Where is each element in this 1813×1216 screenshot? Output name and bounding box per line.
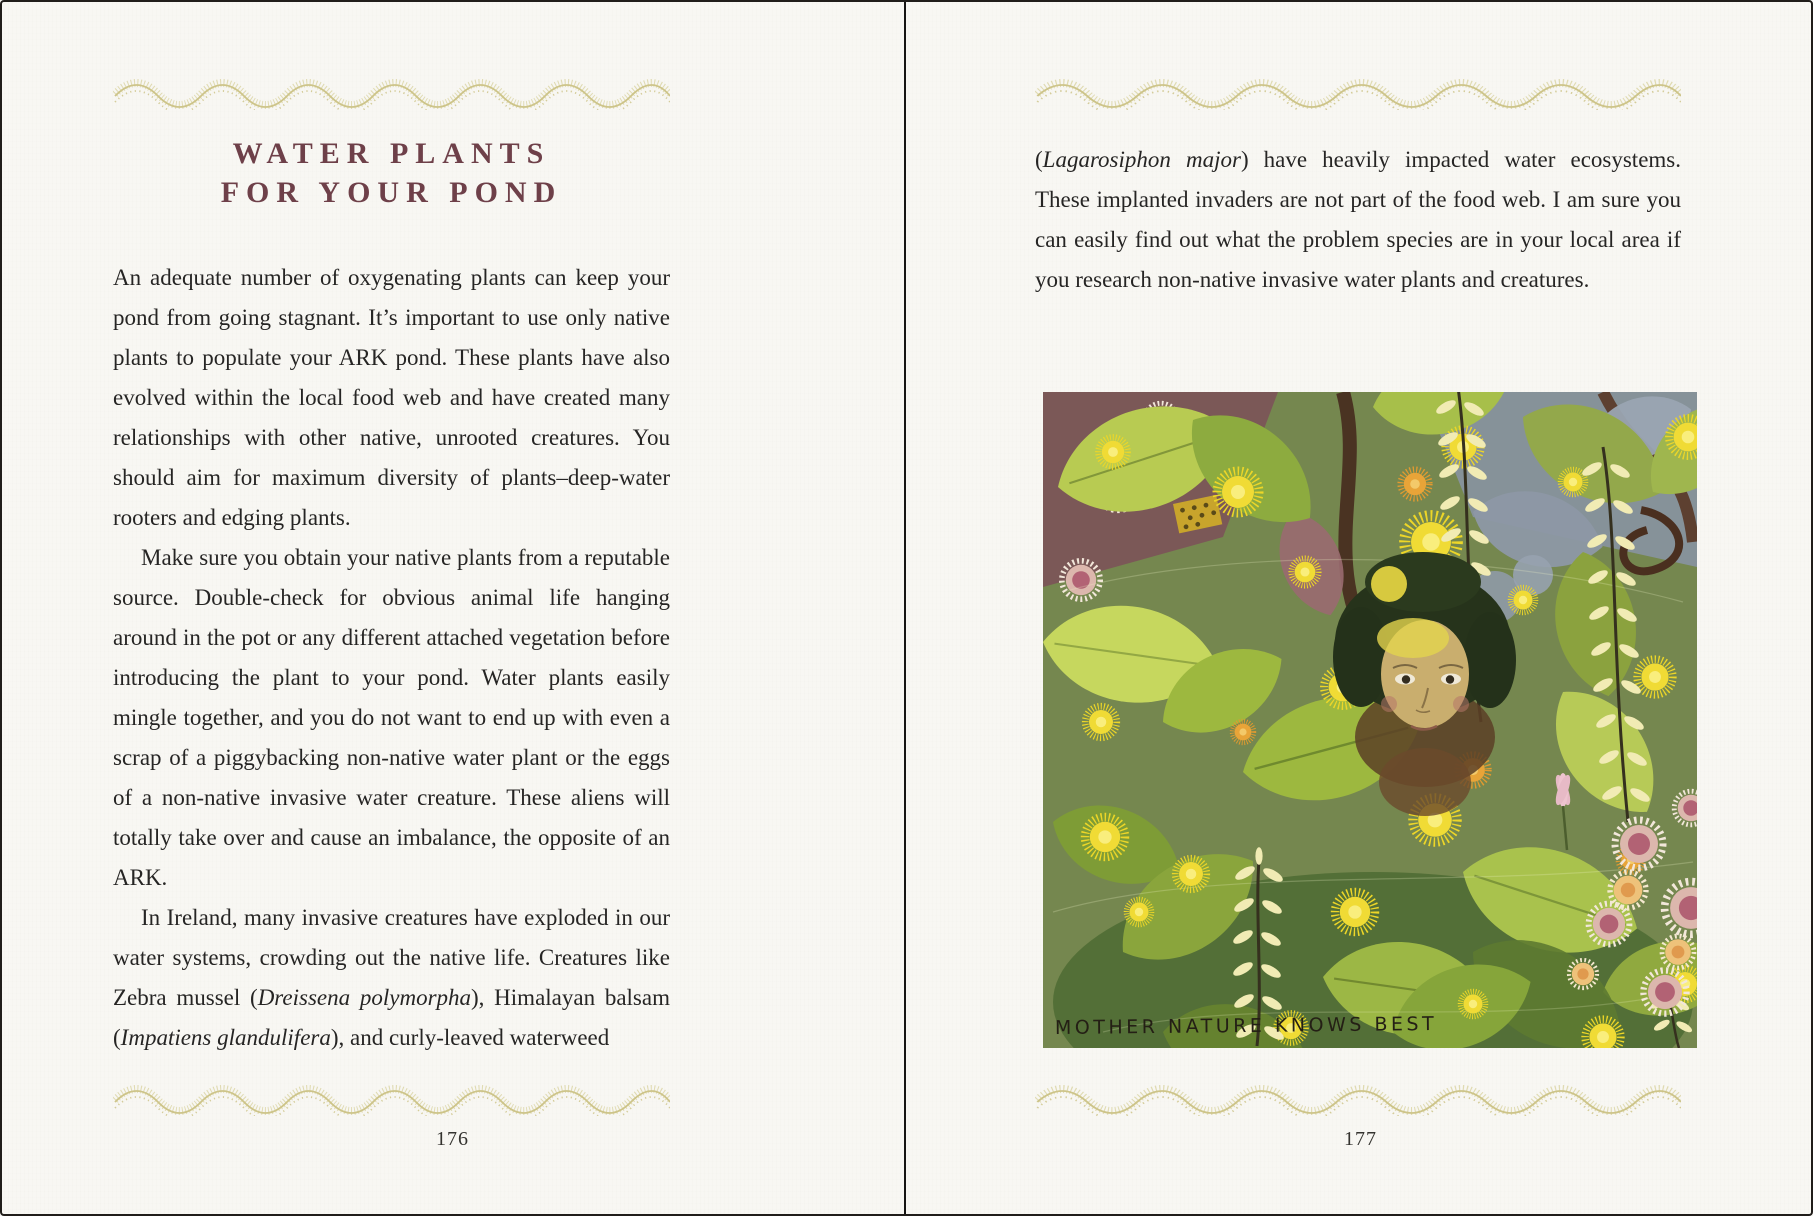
body-text-segment: ( — [1035, 147, 1043, 172]
paragraph-lagarosiphon — [1035, 140, 1681, 300]
chapter-title — [113, 134, 670, 212]
illustration-caption: MOTHER NATURE KNOWS BEST — [1054, 1012, 1438, 1039]
left-page-body — [113, 258, 670, 1058]
chapter-title-line1: WATER PLANTS — [232, 137, 551, 170]
right-page-body — [1035, 140, 1681, 300]
decorative-wave-border-top-right — [1035, 76, 1681, 110]
paragraph-oxygenating-plants — [113, 258, 670, 538]
body-text-segment: An adequate number of oxygenating plants can keep your pond from going stagnant. It’s important to use only native plants to populate your ARK pond. These plants have also evolved within the local food web and have created many relationships with other native, unrooted creatures. You should aim for maximum diversity of plants–deep-water rooters and edging plants. — [113, 265, 670, 530]
page-number-right: 177 — [1344, 1128, 1377, 1150]
body-text-segment: ) have heavily impacted water ecosystems. These implanted invaders are not part of the food web. I am sure you can easily find out what the problem species are in your local area if you research non-native invasive water plants and creatures. — [1035, 147, 1681, 292]
decorative-wave-border-bottom-right — [1035, 1082, 1681, 1116]
paragraph-reputable-source — [113, 538, 670, 898]
page-number-left: 176 — [436, 1128, 469, 1150]
paragraph-invasive-creatures — [113, 898, 670, 1058]
body-text-segment: ), and curly-leaved waterweed — [330, 1025, 610, 1050]
species-name-italic: Dreissena polymorpha — [257, 985, 472, 1010]
decorative-wave-border-top-left — [113, 76, 670, 110]
body-text-segment: In Ireland, many invasive creatures have exploded in our water systems, crowding out the native life. Creatures like Zebra mussel ( — [113, 905, 670, 1010]
page-gutter-divider — [904, 0, 906, 1216]
body-text-segment: ), Himalayan balsam ( — [113, 985, 670, 1050]
species-name-italic: Impatiens glandulifera — [120, 1025, 331, 1050]
decorative-wave-border-bottom-left — [113, 1082, 670, 1116]
body-text-segment: Make sure you obtain your native plants from a reputable source. Double-check for obvious animal life hanging around in the pot or any different attached vegetation before introducing the plant to your pond. Water plants easily mingle together, and you do not want to end up with even a scrap of a piggybacking non-native water plant or the eggs of a non-native invasive water creature. These aliens will totally take over and cause an imbalance, the opposite of an ARK. — [113, 545, 670, 890]
species-name-italic: Lagarosiphon major — [1042, 147, 1241, 172]
pond-illustration — [1043, 392, 1697, 1048]
chapter-title-line2: FOR YOUR POND — [220, 176, 563, 209]
